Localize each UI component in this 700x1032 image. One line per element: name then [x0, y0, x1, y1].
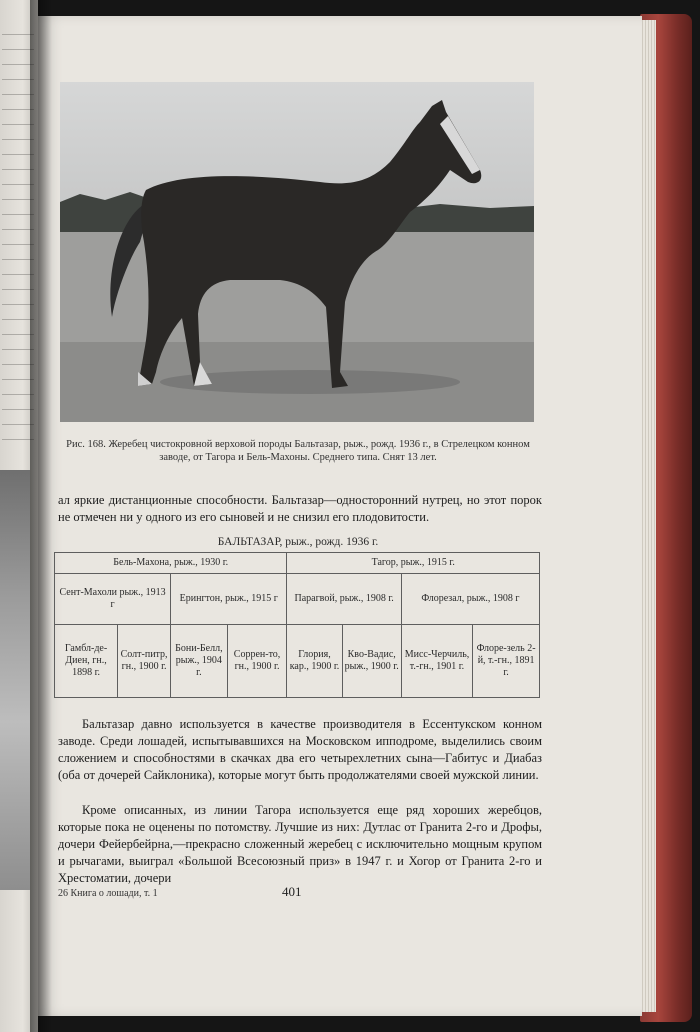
figure-caption: Рис. 168. Жеребец чистокровной верховой породы Бальтазар, рыж., рожд. 1936 г., в Стрелецком конном заводе, от Тагора и Бель-Махоны. Среднего типа. Снят 13 лет. — [66, 439, 530, 463]
pedigree-grandparent: Ерингтон, рыж., 1915 г — [171, 574, 287, 625]
pedigree-great-grandparent: Соррен-то, гн., 1900 г. — [227, 625, 287, 698]
pedigree-great-grandparent: Глория, кар., 1900 г. — [287, 625, 342, 698]
horse-illustration — [60, 82, 534, 422]
body-paragraph-1: ал яркие дистанционные способности. Бальтазар—односторонний нутрец, но этот порок не отмечен ни у одного из его сыновей и не снизил его плодовитости. — [58, 493, 542, 524]
pedigree-great-grandparent: Флоре-зель 2-й, т.-гн., 1891 г. — [473, 625, 540, 698]
pedigree-dam: Бель-Махона, рыж., 1930 г. — [55, 553, 287, 574]
pedigree-great-grandparent: Мисс-Черчиль, т.-гн., 1901 г. — [401, 625, 472, 698]
pedigree-great-grandparent: Солт-питр, гн., 1900 г. — [118, 625, 171, 698]
body-paragraph-3: Кроме описанных, из линии Тагора используется еще ряд хороших жеребцов, которые пока не оценены по потомству. Лучшие из них: Дутлас от Гранита 2-го и Дрофы, дочери Фейербейрна,—прекрасно сложенный жеребец с исключительно мощным крупом и рычагами, выиграл «Большой Всесоюзный приз» в 1947 г. и Хогор от Гранита 2-го и Хрестоматии, дочери — [58, 803, 542, 885]
pedigree-row-great-grandparents — [55, 625, 540, 698]
pedigree-row-parents — [55, 553, 540, 574]
pedigree-row-grandparents — [55, 574, 540, 625]
pedigree-great-grandparent: Бони-Белл, рыж., 1904 г. — [171, 625, 228, 698]
pedigree-grandparent: Парагвой, рыж., 1908 г. — [287, 574, 401, 625]
body-paragraph-2: Бальтазар давно используется в качестве производителя в Ессентукском конном заводе. Среди лошадей, испытывавшихся на Московском ипподроме, выделились своим сложением и способностями в скачках два его четырехлетних сына—Габитус и Диабаз (оба от дочерей Сайклоника), которые могут быть продолжателями своей мужской линии. — [58, 717, 542, 782]
pedigree-great-grandparent: Кво-Вадис, рыж., 1900 г. — [342, 625, 401, 698]
book-page — [38, 16, 642, 1016]
pedigree-great-grandparent: Гамбл-де-Диен, гн., 1898 г. — [55, 625, 118, 698]
pedigree-sire: Тагор, рыж., 1915 г. — [287, 553, 540, 574]
pedigree-title: БАЛЬТАЗАР, рыж., рожд. 1936 г. — [217, 536, 379, 548]
pedigree-grandparent: Сент-Махоли рыж., 1913 г — [55, 574, 171, 625]
printer-signature: 26 Книга о лошади, т. 1 — [58, 888, 158, 899]
book-gutter-shadow — [30, 0, 52, 1032]
page-number: 401 — [282, 884, 302, 899]
pedigree-table — [54, 552, 540, 698]
horse-photo — [60, 82, 534, 422]
pedigree-grandparent: Флорезал, рыж., 1908 г — [401, 574, 539, 625]
left-page-photo-edge — [0, 470, 30, 890]
